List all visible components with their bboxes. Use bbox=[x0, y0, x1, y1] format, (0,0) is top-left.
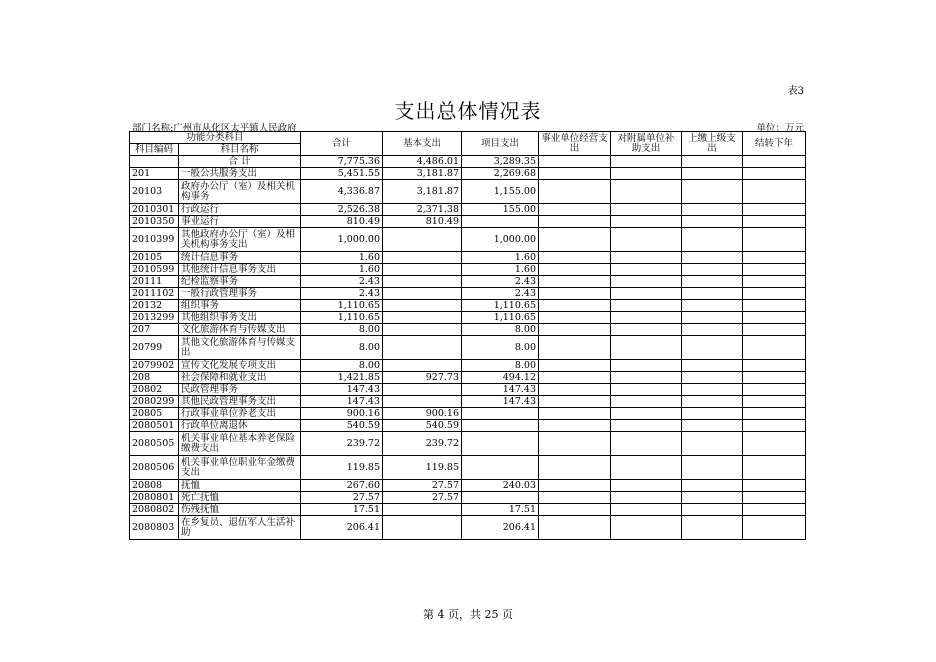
carry-amount bbox=[743, 180, 806, 204]
header-basic: 基本支出 bbox=[383, 132, 462, 156]
table-row bbox=[130, 384, 806, 396]
upper-amount bbox=[682, 516, 743, 540]
upper-amount bbox=[682, 372, 743, 384]
upper-amount bbox=[682, 384, 743, 396]
table-row bbox=[130, 264, 806, 276]
table-row bbox=[130, 168, 806, 180]
project-amount: 8.00 bbox=[462, 360, 539, 372]
page-title: 支出总体情况表 bbox=[394, 99, 542, 123]
business-amount bbox=[539, 480, 611, 492]
project-amount: 155.00 bbox=[462, 204, 539, 216]
carry-amount bbox=[743, 408, 806, 420]
total-amount: 540.59 bbox=[301, 420, 383, 432]
basic-amount: 810.49 bbox=[383, 216, 462, 228]
total-amount: 1,110.65 bbox=[301, 300, 383, 312]
subsidy-amount bbox=[611, 432, 682, 456]
carry-amount bbox=[743, 264, 806, 276]
business-amount bbox=[539, 408, 611, 420]
subsidy-amount bbox=[611, 324, 682, 336]
carry-amount bbox=[743, 336, 806, 360]
total-code bbox=[130, 156, 179, 168]
upper-amount bbox=[682, 336, 743, 360]
subject-name: 其他统计信息事务支出 bbox=[179, 264, 301, 276]
basic-amount bbox=[383, 264, 462, 276]
total-project: 3,289.35 bbox=[462, 156, 539, 168]
basic-amount bbox=[383, 336, 462, 360]
header-total: 合计 bbox=[301, 132, 383, 156]
subsidy-amount bbox=[611, 516, 682, 540]
business-amount bbox=[539, 384, 611, 396]
subject-code: 20103 bbox=[130, 180, 179, 204]
basic-amount bbox=[383, 384, 462, 396]
subsidy-amount bbox=[611, 180, 682, 204]
basic-amount bbox=[383, 288, 462, 300]
total-carry bbox=[743, 156, 806, 168]
project-amount bbox=[462, 456, 539, 480]
carry-amount bbox=[743, 372, 806, 384]
carry-amount bbox=[743, 324, 806, 336]
upper-amount bbox=[682, 180, 743, 204]
business-amount bbox=[539, 216, 611, 228]
upper-amount bbox=[682, 204, 743, 216]
table-row bbox=[130, 204, 806, 216]
project-amount: 147.43 bbox=[462, 384, 539, 396]
subject-name: 行政运行 bbox=[179, 204, 301, 216]
basic-amount bbox=[383, 276, 462, 288]
header-func-class: 功能分类科目 bbox=[130, 132, 301, 144]
business-amount bbox=[539, 276, 611, 288]
total-amount: 810.49 bbox=[301, 216, 383, 228]
business-amount bbox=[539, 504, 611, 516]
total-amount: 8.00 bbox=[301, 336, 383, 360]
subsidy-amount bbox=[611, 312, 682, 324]
subsidy-amount bbox=[611, 408, 682, 420]
subject-code: 2080506 bbox=[130, 456, 179, 480]
total-amount: 119.85 bbox=[301, 456, 383, 480]
expenditure-table bbox=[129, 131, 806, 540]
business-amount bbox=[539, 432, 611, 456]
subject-code: 2080801 bbox=[130, 492, 179, 504]
total-amount: 900.16 bbox=[301, 408, 383, 420]
table-row bbox=[130, 216, 806, 228]
subsidy-amount bbox=[611, 504, 682, 516]
carry-amount bbox=[743, 492, 806, 504]
table-row bbox=[130, 336, 806, 360]
basic-amount: 239.72 bbox=[383, 432, 462, 456]
subject-name: 政府办公厅（室）及相关机构事务 bbox=[179, 180, 301, 204]
table-row bbox=[130, 276, 806, 288]
subject-code: 2013299 bbox=[130, 312, 179, 324]
business-amount bbox=[539, 180, 611, 204]
subject-name: 行政事业单位养老支出 bbox=[179, 408, 301, 420]
basic-amount bbox=[383, 504, 462, 516]
table-row bbox=[130, 180, 806, 204]
subsidy-amount bbox=[611, 396, 682, 408]
total-label: 合 计 bbox=[179, 156, 301, 168]
basic-amount: 3,181.87 bbox=[383, 168, 462, 180]
project-amount: 1,000.00 bbox=[462, 228, 539, 252]
subsidy-amount bbox=[611, 456, 682, 480]
table-row bbox=[130, 252, 806, 264]
project-amount: 1,110.65 bbox=[462, 300, 539, 312]
subject-name: 一般公共服务支出 bbox=[179, 168, 301, 180]
business-amount bbox=[539, 264, 611, 276]
business-amount bbox=[539, 516, 611, 540]
subject-name: 其他文化旅游体育与传媒支出 bbox=[179, 336, 301, 360]
project-amount: 1.60 bbox=[462, 252, 539, 264]
subject-code: 2010301 bbox=[130, 204, 179, 216]
subject-code: 20808 bbox=[130, 480, 179, 492]
carry-amount bbox=[743, 216, 806, 228]
upper-amount bbox=[682, 480, 743, 492]
business-amount bbox=[539, 228, 611, 252]
business-amount bbox=[539, 168, 611, 180]
project-amount: 2.43 bbox=[462, 288, 539, 300]
business-amount bbox=[539, 288, 611, 300]
subject-code: 20111 bbox=[130, 276, 179, 288]
project-amount: 8.00 bbox=[462, 324, 539, 336]
business-amount bbox=[539, 300, 611, 312]
business-amount bbox=[539, 396, 611, 408]
upper-amount bbox=[682, 324, 743, 336]
subject-code: 20105 bbox=[130, 252, 179, 264]
carry-amount bbox=[743, 384, 806, 396]
subsidy-amount bbox=[611, 384, 682, 396]
carry-amount bbox=[743, 360, 806, 372]
total-upper bbox=[682, 156, 743, 168]
carry-amount bbox=[743, 504, 806, 516]
subject-name: 抚恤 bbox=[179, 480, 301, 492]
subject-name: 行政单位离退休 bbox=[179, 420, 301, 432]
project-amount bbox=[462, 408, 539, 420]
subject-code: 2080299 bbox=[130, 396, 179, 408]
subsidy-amount bbox=[611, 228, 682, 252]
business-amount bbox=[539, 312, 611, 324]
total-amount: 147.43 bbox=[301, 396, 383, 408]
table-row bbox=[130, 408, 806, 420]
total-amount: 8.00 bbox=[301, 324, 383, 336]
table-row bbox=[130, 288, 806, 300]
carry-amount bbox=[743, 396, 806, 408]
total-amount: 4,336.87 bbox=[301, 180, 383, 204]
subject-code: 20799 bbox=[130, 336, 179, 360]
carry-amount bbox=[743, 228, 806, 252]
subject-name: 文化旅游体育与传媒支出 bbox=[179, 324, 301, 336]
total-amount: 1.60 bbox=[301, 252, 383, 264]
upper-amount bbox=[682, 288, 743, 300]
upper-amount bbox=[682, 408, 743, 420]
subsidy-amount bbox=[611, 372, 682, 384]
subject-code: 20805 bbox=[130, 408, 179, 420]
project-amount: 494.12 bbox=[462, 372, 539, 384]
total-amount: 206.41 bbox=[301, 516, 383, 540]
basic-amount: 3,181.87 bbox=[383, 180, 462, 204]
header-carry: 结转下年 bbox=[743, 132, 806, 156]
project-amount: 1,110.65 bbox=[462, 312, 539, 324]
total-amount: 2,526.38 bbox=[301, 204, 383, 216]
unit-label: 单位：万元 bbox=[756, 123, 804, 134]
project-amount: 240.03 bbox=[462, 480, 539, 492]
page-footer: 第 4 页，共 25 页 bbox=[423, 608, 513, 621]
total-amount: 1,000.00 bbox=[301, 228, 383, 252]
carry-amount bbox=[743, 252, 806, 264]
table-row bbox=[130, 456, 806, 480]
project-amount: 206.41 bbox=[462, 516, 539, 540]
subject-name: 机关事业单位基本养老保险缴费支出 bbox=[179, 432, 301, 456]
project-amount: 147.43 bbox=[462, 396, 539, 408]
upper-amount bbox=[682, 360, 743, 372]
project-amount bbox=[462, 420, 539, 432]
upper-amount bbox=[682, 432, 743, 456]
subsidy-amount bbox=[611, 300, 682, 312]
subsidy-amount bbox=[611, 168, 682, 180]
basic-amount bbox=[383, 228, 462, 252]
subject-code: 2080802 bbox=[130, 504, 179, 516]
subsidy-amount bbox=[611, 420, 682, 432]
project-amount bbox=[462, 432, 539, 456]
subject-code: 20802 bbox=[130, 384, 179, 396]
carry-amount bbox=[743, 432, 806, 456]
upper-amount bbox=[682, 216, 743, 228]
total-amount: 267.60 bbox=[301, 480, 383, 492]
upper-amount bbox=[682, 456, 743, 480]
total-amount: 239.72 bbox=[301, 432, 383, 456]
table-row bbox=[130, 324, 806, 336]
subject-name: 宣传文化发展专项支出 bbox=[179, 360, 301, 372]
total-amount: 27.57 bbox=[301, 492, 383, 504]
subject-name: 其他政府办公厅（室）及相关机构事务支出 bbox=[179, 228, 301, 252]
table-row bbox=[130, 372, 806, 384]
upper-amount bbox=[682, 228, 743, 252]
subject-name: 纪检监察事务 bbox=[179, 276, 301, 288]
carry-amount bbox=[743, 288, 806, 300]
total-amount: 1,110.65 bbox=[301, 312, 383, 324]
basic-amount: 27.57 bbox=[383, 480, 462, 492]
table-row bbox=[130, 492, 806, 504]
total-basic: 4,486.01 bbox=[383, 156, 462, 168]
basic-amount: 27.57 bbox=[383, 492, 462, 504]
subject-name: 死亡抚恤 bbox=[179, 492, 301, 504]
table-row bbox=[130, 360, 806, 372]
project-amount: 2.43 bbox=[462, 276, 539, 288]
table-row bbox=[130, 396, 806, 408]
business-amount bbox=[539, 204, 611, 216]
total-amount: 5,451.55 bbox=[301, 168, 383, 180]
subsidy-amount bbox=[611, 276, 682, 288]
basic-amount: 2,371.38 bbox=[383, 204, 462, 216]
basic-amount: 927.73 bbox=[383, 372, 462, 384]
subject-code: 2079902 bbox=[130, 360, 179, 372]
table-row bbox=[130, 516, 806, 540]
subject-code: 2080803 bbox=[130, 516, 179, 540]
subject-code: 2010399 bbox=[130, 228, 179, 252]
total-subsidy bbox=[611, 156, 682, 168]
subject-code: 2011102 bbox=[130, 288, 179, 300]
upper-amount bbox=[682, 492, 743, 504]
subject-code: 2010350 bbox=[130, 216, 179, 228]
business-amount bbox=[539, 324, 611, 336]
business-amount bbox=[539, 360, 611, 372]
carry-amount bbox=[743, 204, 806, 216]
basic-amount: 900.16 bbox=[383, 408, 462, 420]
header-business: 事业单位经营支出 bbox=[539, 132, 611, 156]
table-row bbox=[130, 300, 806, 312]
subject-name: 社会保障和就业支出 bbox=[179, 372, 301, 384]
subject-code: 20132 bbox=[130, 300, 179, 312]
subject-name: 机关事业单位职业年金缴费支出 bbox=[179, 456, 301, 480]
carry-amount bbox=[743, 312, 806, 324]
table-row bbox=[130, 480, 806, 492]
upper-amount bbox=[682, 312, 743, 324]
subject-code: 201 bbox=[130, 168, 179, 180]
total-amount: 17.51 bbox=[301, 504, 383, 516]
carry-amount bbox=[743, 168, 806, 180]
basic-amount bbox=[383, 516, 462, 540]
upper-amount bbox=[682, 168, 743, 180]
carry-amount bbox=[743, 456, 806, 480]
header-upper: 上缴上级支出 bbox=[682, 132, 743, 156]
subsidy-amount bbox=[611, 216, 682, 228]
subject-code: 207 bbox=[130, 324, 179, 336]
subsidy-amount bbox=[611, 360, 682, 372]
basic-amount bbox=[383, 252, 462, 264]
header-subject-name: 科目名称 bbox=[179, 144, 301, 156]
upper-amount bbox=[682, 420, 743, 432]
carry-amount bbox=[743, 420, 806, 432]
upper-amount bbox=[682, 396, 743, 408]
basic-amount bbox=[383, 360, 462, 372]
table-row bbox=[130, 432, 806, 456]
total-amount: 2.43 bbox=[301, 276, 383, 288]
business-amount bbox=[539, 456, 611, 480]
basic-amount bbox=[383, 396, 462, 408]
subject-code: 208 bbox=[130, 372, 179, 384]
business-amount bbox=[539, 420, 611, 432]
basic-amount bbox=[383, 300, 462, 312]
table-row bbox=[130, 312, 806, 324]
carry-amount bbox=[743, 276, 806, 288]
total-row bbox=[130, 156, 806, 168]
business-amount bbox=[539, 336, 611, 360]
project-amount: 1.60 bbox=[462, 264, 539, 276]
project-amount: 17.51 bbox=[462, 504, 539, 516]
upper-amount bbox=[682, 504, 743, 516]
total-amount: 8.00 bbox=[301, 360, 383, 372]
header-project: 项目支出 bbox=[462, 132, 539, 156]
upper-amount bbox=[682, 276, 743, 288]
header-row-1 bbox=[130, 132, 806, 144]
upper-amount bbox=[682, 300, 743, 312]
upper-amount bbox=[682, 264, 743, 276]
subsidy-amount bbox=[611, 480, 682, 492]
subject-name: 其他组织事务支出 bbox=[179, 312, 301, 324]
carry-amount bbox=[743, 516, 806, 540]
subject-code: 2080505 bbox=[130, 432, 179, 456]
header-subsidy: 对附属单位补助支出 bbox=[611, 132, 682, 156]
total-amount: 1,421.85 bbox=[301, 372, 383, 384]
project-amount bbox=[462, 492, 539, 504]
table-number: 表3 bbox=[787, 86, 804, 97]
total-amount: 1.60 bbox=[301, 264, 383, 276]
table-row bbox=[130, 504, 806, 516]
subsidy-amount bbox=[611, 264, 682, 276]
total-amount: 147.43 bbox=[301, 384, 383, 396]
subsidy-amount bbox=[611, 204, 682, 216]
total-total: 7,775.36 bbox=[301, 156, 383, 168]
subsidy-amount bbox=[611, 252, 682, 264]
subject-name: 统计信息事务 bbox=[179, 252, 301, 264]
table-row bbox=[130, 228, 806, 252]
basic-amount: 540.59 bbox=[383, 420, 462, 432]
department-name: 部门名称:广州市从化区太平镇人民政府 bbox=[132, 123, 297, 134]
business-amount bbox=[539, 372, 611, 384]
subject-name: 事业运行 bbox=[179, 216, 301, 228]
subject-name: 其他民政管理事务支出 bbox=[179, 396, 301, 408]
subject-code: 2010599 bbox=[130, 264, 179, 276]
total-amount: 2.43 bbox=[301, 288, 383, 300]
business-amount bbox=[539, 492, 611, 504]
project-amount: 2,269.68 bbox=[462, 168, 539, 180]
project-amount: 1,155.00 bbox=[462, 180, 539, 204]
subject-name: 一般行政管理事务 bbox=[179, 288, 301, 300]
upper-amount bbox=[682, 252, 743, 264]
project-amount: 8.00 bbox=[462, 336, 539, 360]
subject-name: 伤残抚恤 bbox=[179, 504, 301, 516]
table-row bbox=[130, 420, 806, 432]
project-amount bbox=[462, 216, 539, 228]
subject-name: 民政管理事务 bbox=[179, 384, 301, 396]
subsidy-amount bbox=[611, 336, 682, 360]
header-subject-code: 科目编码 bbox=[130, 144, 179, 156]
basic-amount bbox=[383, 312, 462, 324]
carry-amount bbox=[743, 300, 806, 312]
subsidy-amount bbox=[611, 288, 682, 300]
subsidy-amount bbox=[611, 492, 682, 504]
subject-code: 2080501 bbox=[130, 420, 179, 432]
subject-name: 组织事务 bbox=[179, 300, 301, 312]
basic-amount bbox=[383, 324, 462, 336]
business-amount bbox=[539, 252, 611, 264]
basic-amount: 119.85 bbox=[383, 456, 462, 480]
total-business bbox=[539, 156, 611, 168]
subject-name: 在乡复员、退伍军人生活补助 bbox=[179, 516, 301, 540]
carry-amount bbox=[743, 480, 806, 492]
